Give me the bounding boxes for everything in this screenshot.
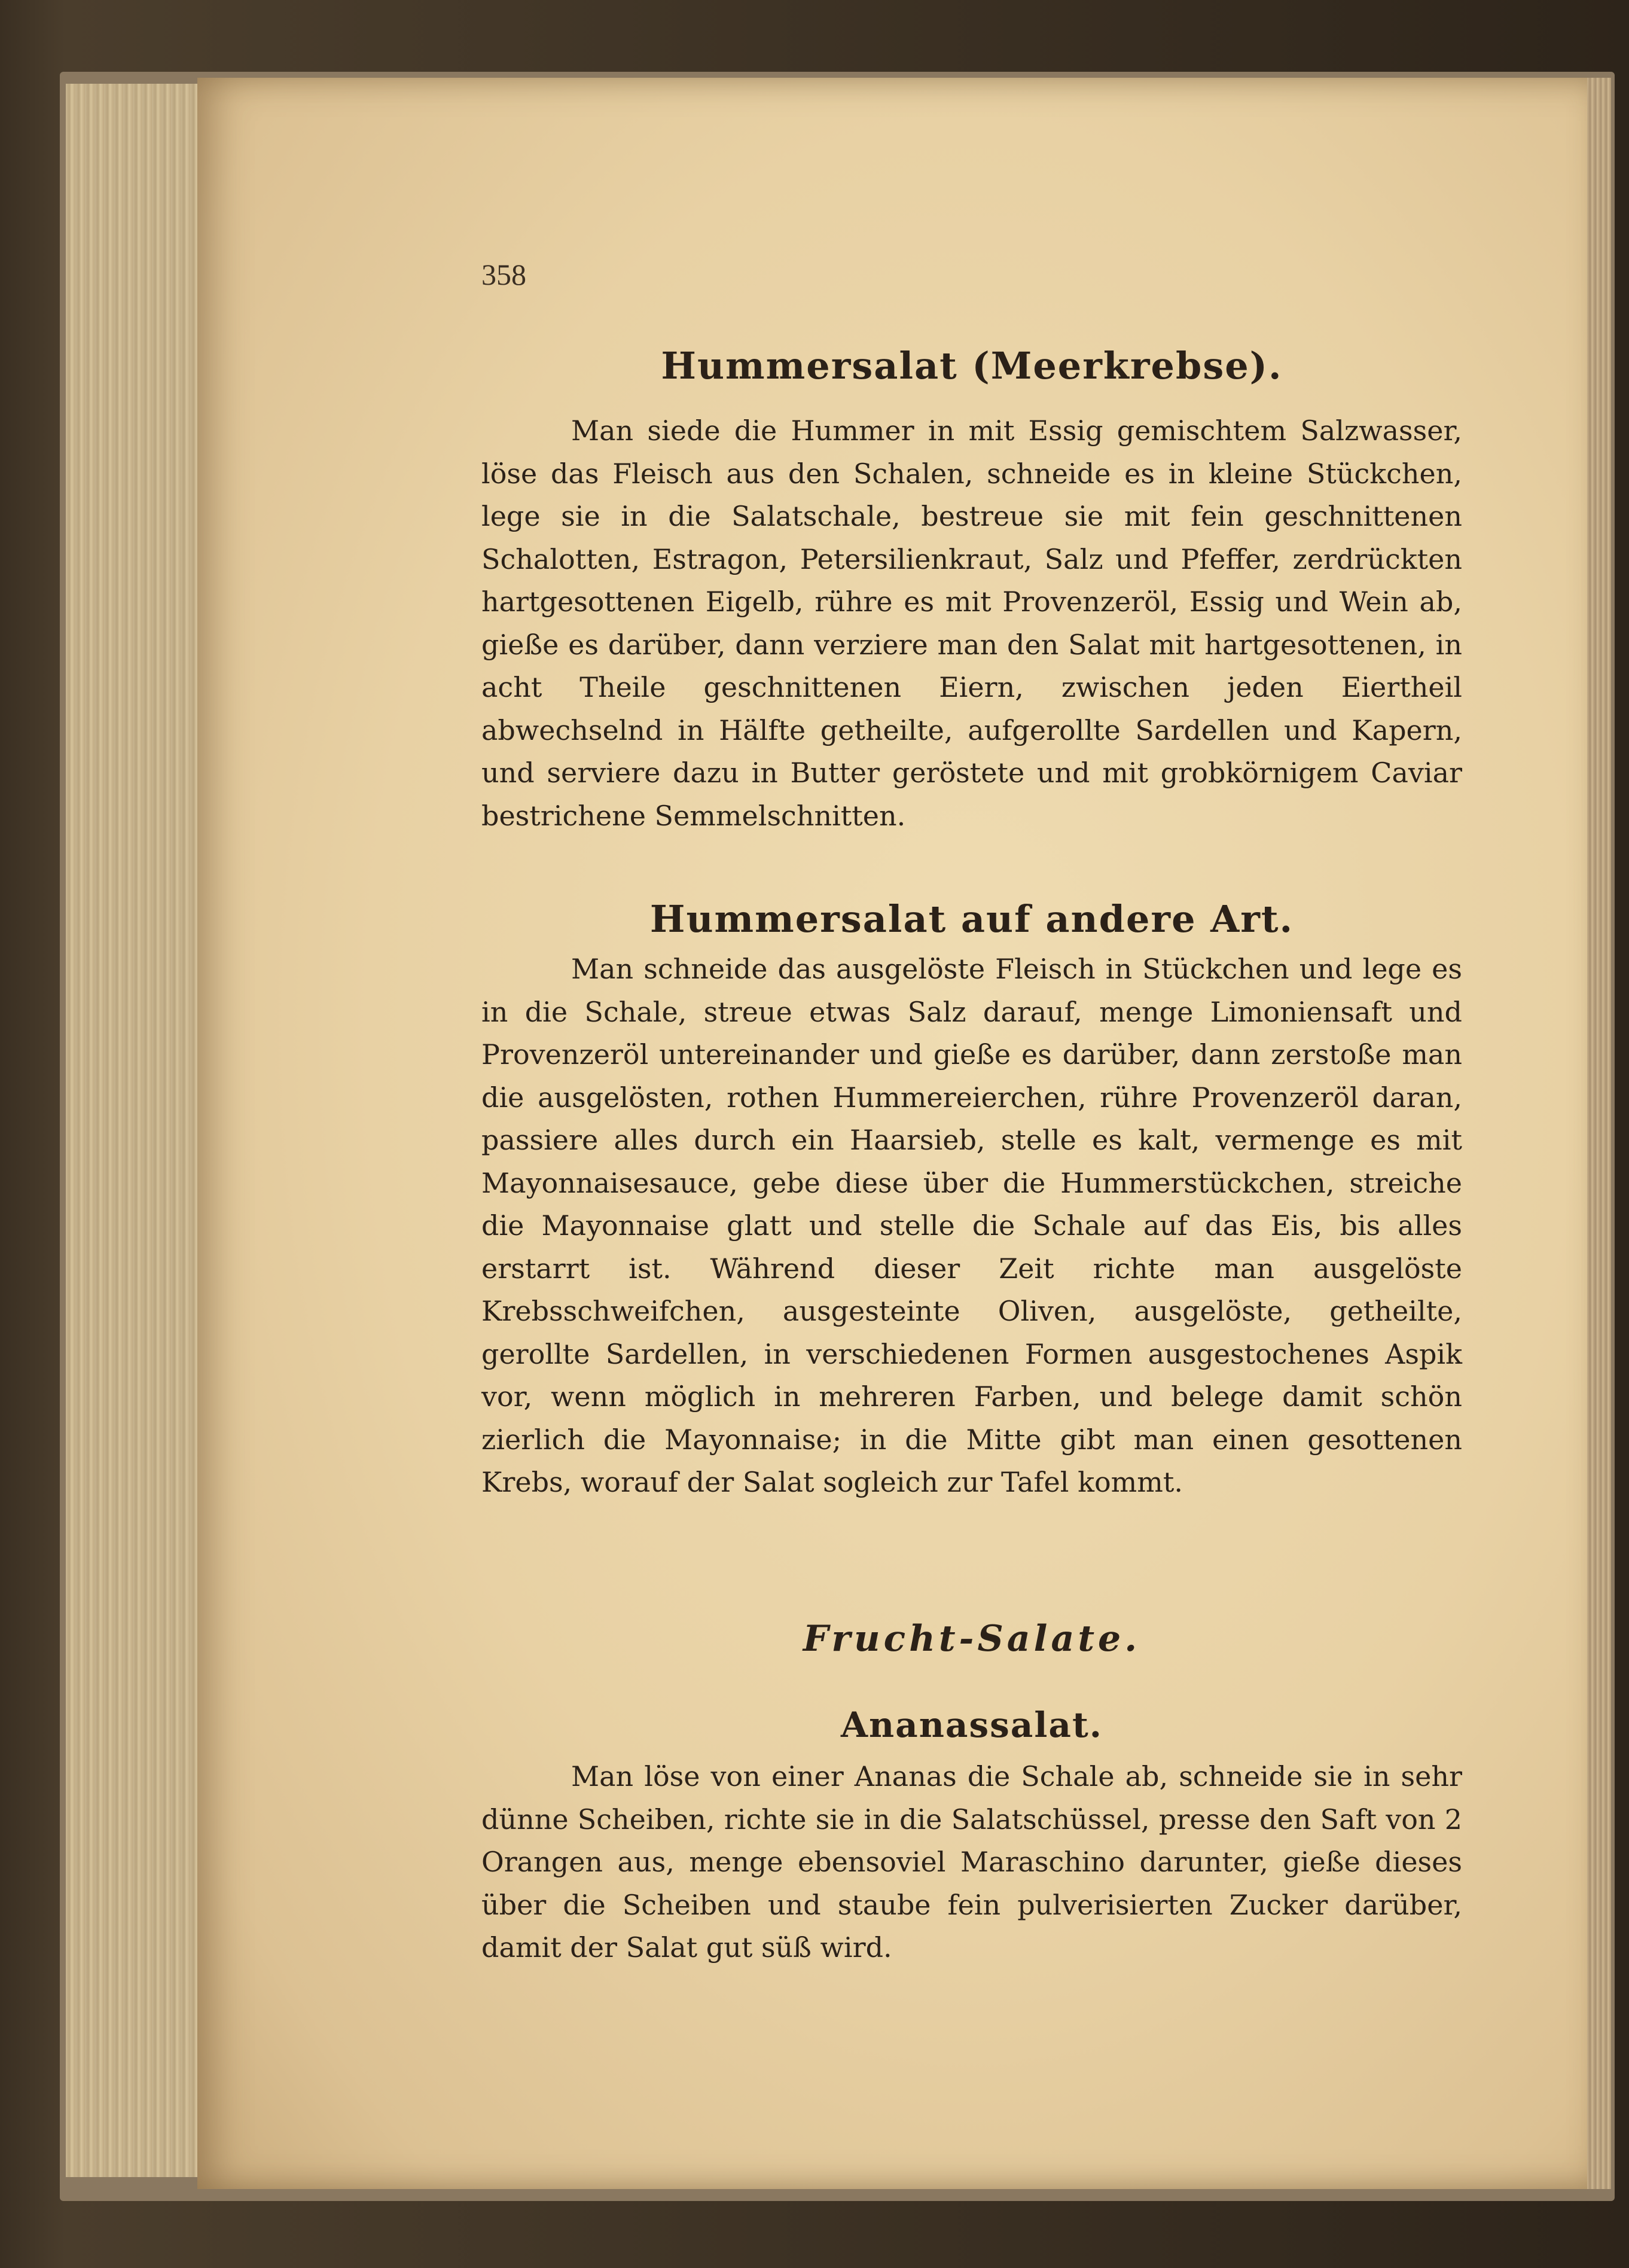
- section-body-hummersalat-andere-art: Man schneide das ausgelöste Fleisch in Stückchen und lege es in die Schale, streue etwas Salz darauf, menge Limoniensaft und Provenzeröl untereinander und gieße es darüber, dann zerstoße man die ausgelösten, rothen Hummereierchen, rühre Provenzeröl daran, passiere alles durch ein Haarsieb, stelle es kalt, vermenge es mit Mayonnaisesauce, gebe diese über die Hummerstückchen, streiche die Mayonnaise glatt und stelle die Schale auf das Eis, bis alles erstarrt ist. Während dieser Zeit richte man ausgelöste Krebsschweifchen, ausgesteinte Oliven, ausgelöste, getheilte, gerollte Sardellen, in verschiedenen Formen ausgestochenes Aspik vor, wenn möglich in mehreren Farben, und belege damit schön zierlich die Mayonnaise; in die Mitte gibt man einen gesottenen Krebs, worauf der Salat sogleich zur Tafel kommt.: [481, 953, 1462, 1498]
- section-body-hummersalat: Man siede die Hummer in mit Essig gemischtem Salzwasser, löse das Fleisch aus den Schalen, schneide es in kleine Stückchen, lege sie in die Salatschale, bestreue sie mit fein geschnittenen Schalotten, Estragon, Petersilienkraut, Salz und Pfeffer, zerdrückten hartgesottenen Eigelb, rühre es mit Provenzeröl, Essig und Wein ab, gieße es darüber, dann verziere man den Salat mit hartgesottenen, in acht Theile geschnittenen Eiern, zwischen jeden Eiertheil abwechselnd in Hälfte getheilte, aufgerollte Sardellen und Kapern, und serviere dazu in Butter geröstete und mit grobkörnigem Caviar bestrichene Semmelschnitten.: [481, 414, 1462, 832]
- recipe-title-ananassalat: Ananassalat.: [841, 1705, 1103, 1745]
- recipe-body-ananassalat: Man löse von einer Ananas die Schale ab, schneide sie in sehr dünne Scheiben, richte sie in die Salatschüssel, presse den Saft von 2 Orangen aus, menge ebensoviel Maraschino darunter, gieße dieses über die Scheiben und staube fein pulverisierten Zucker darüber, damit der Salat gut süß wird.: [481, 1760, 1462, 1964]
- chapter-title-frucht-salate: Frucht-Salate.: [803, 1618, 1141, 1660]
- page-number: 358: [481, 258, 526, 291]
- right-page-edge: [1587, 78, 1611, 2189]
- section-title-hummersalat: Hummersalat (Meerkrebse).: [661, 344, 1283, 388]
- page-edges: [66, 84, 212, 2177]
- section-title-hummersalat-andere-art: Hummersalat auf andere Art.: [649, 897, 1294, 941]
